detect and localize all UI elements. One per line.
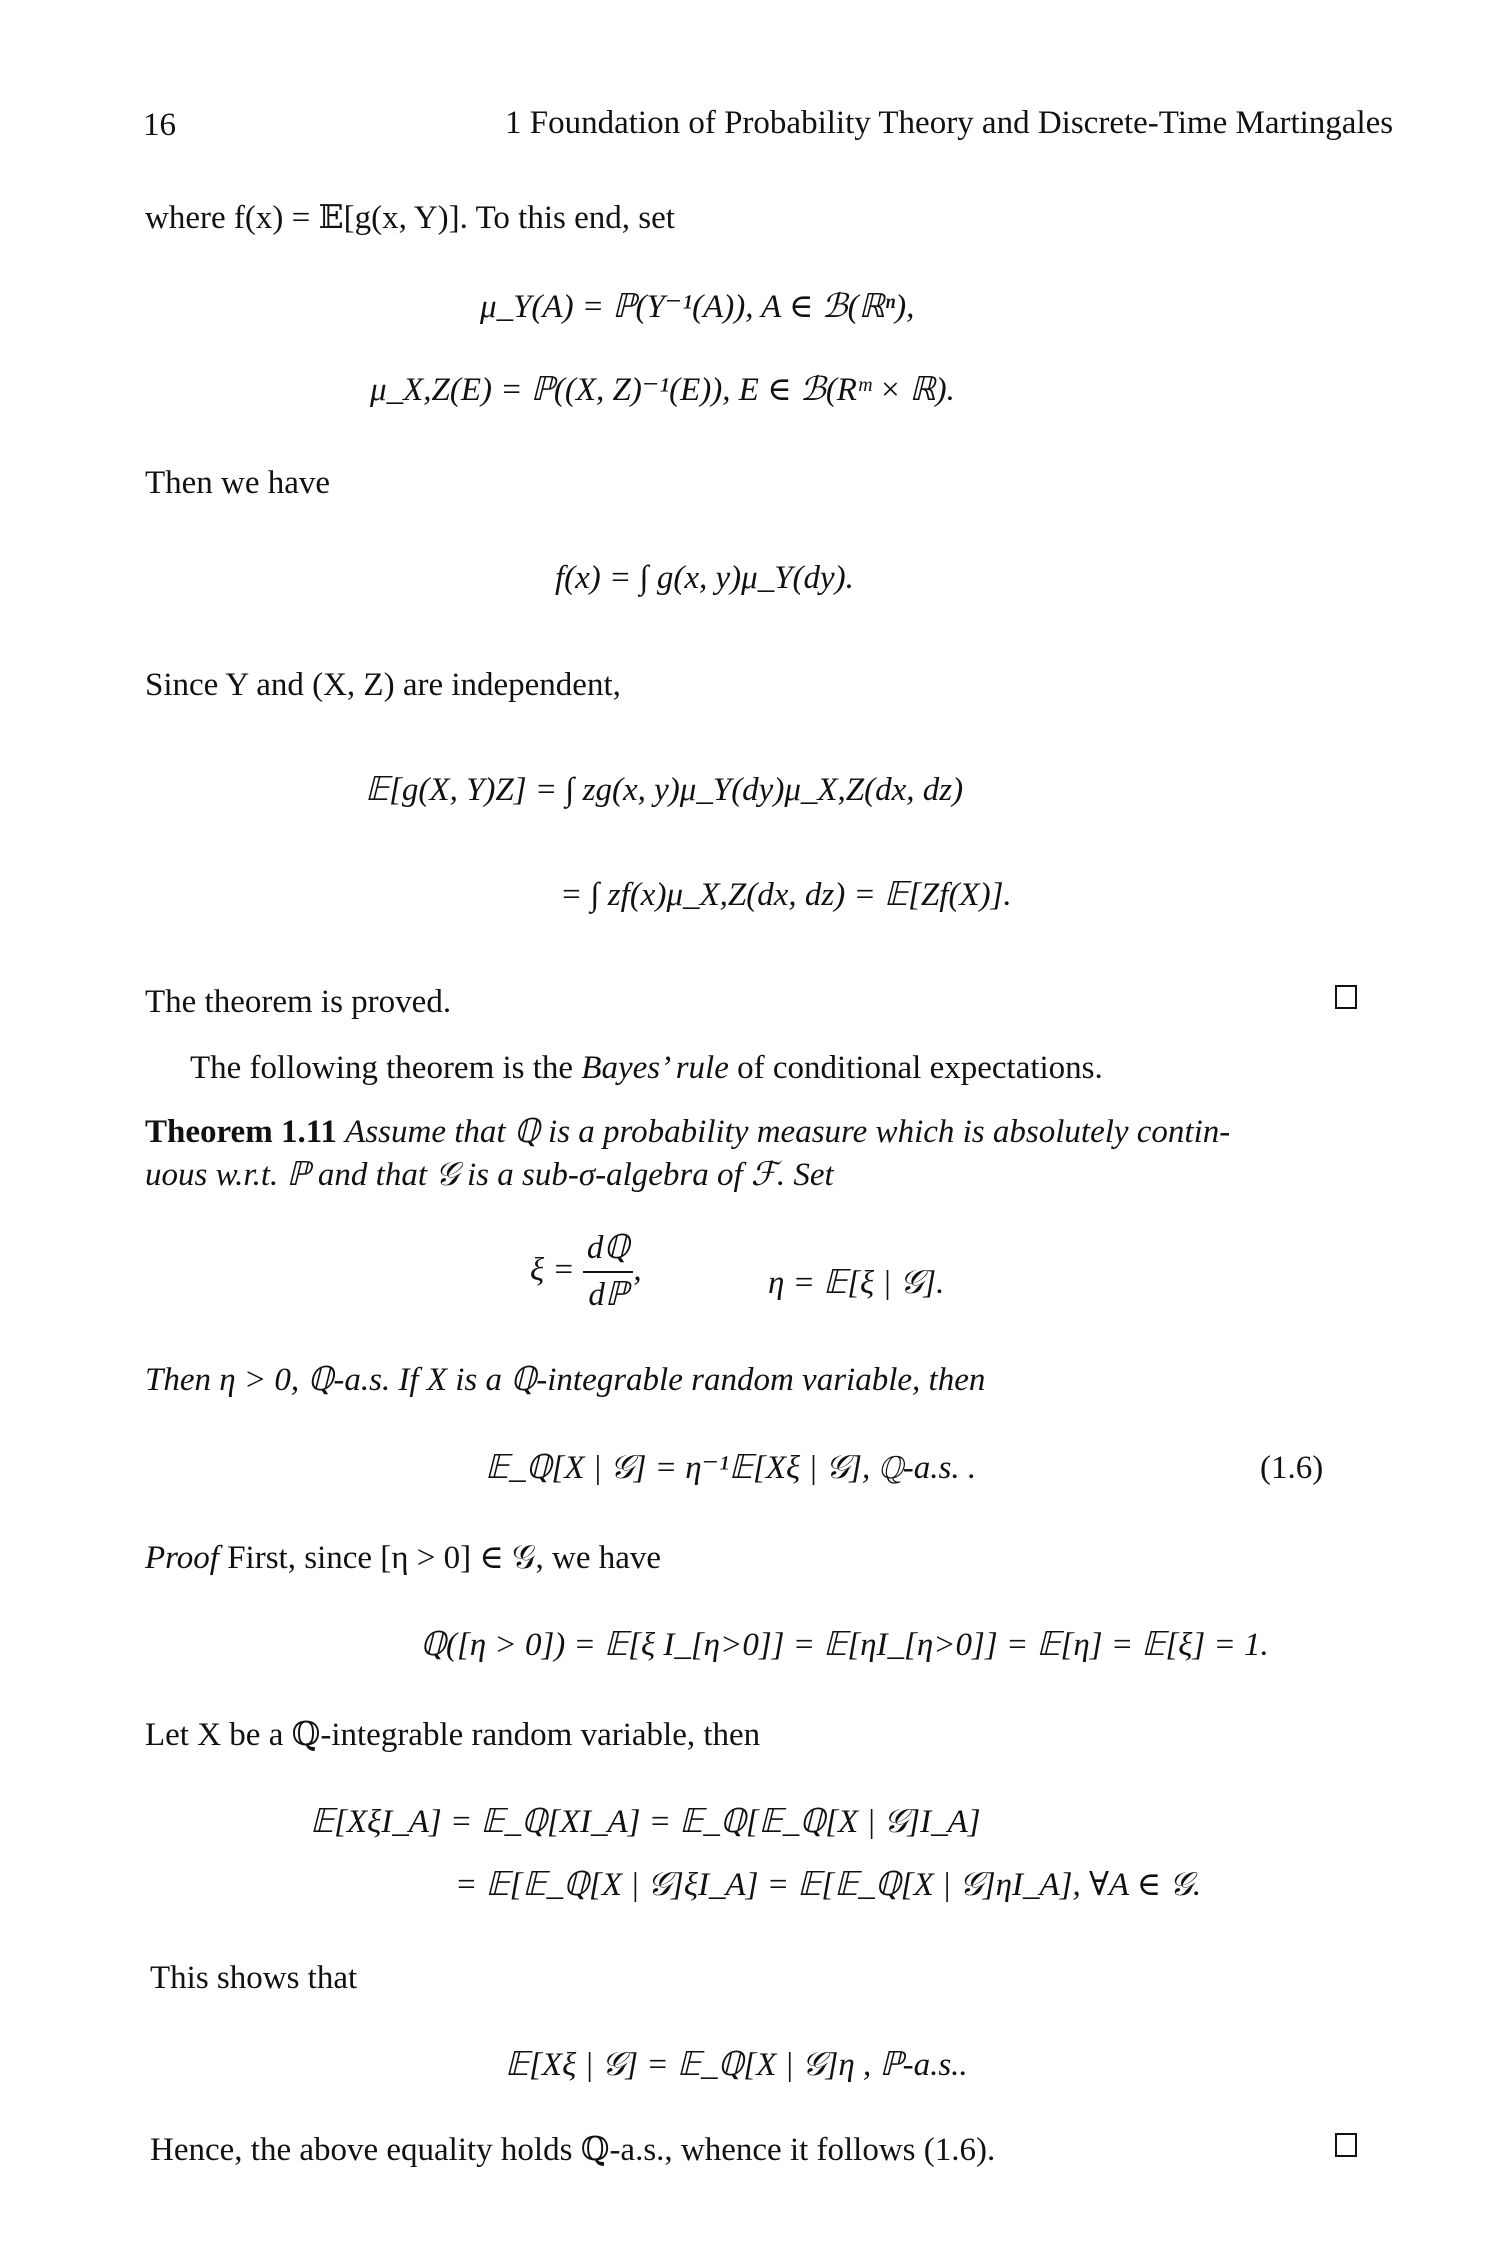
page-number: 16	[143, 107, 176, 143]
text-line	[190, 1048, 1103, 1089]
text-line: where f(x) = 𝔼[g(x, Y)]. To this end, set	[145, 200, 675, 236]
equation-xi	[530, 1228, 642, 1317]
text-line: The theorem is proved.	[145, 984, 452, 1020]
text-line: Then we have	[145, 465, 331, 501]
equation-a1: 𝔼[XξI_A] = 𝔼_ℚ[XI_A] = 𝔼_ℚ[𝔼_ℚ[X | 𝒢]I_A]	[310, 1804, 981, 1840]
text-span: First, since [η > 0] ∈ 𝒢, we have	[218, 1540, 662, 1576]
text-line: Since Y and (X, Z) are independent,	[145, 667, 621, 703]
proof-line	[145, 1538, 661, 1579]
equation-a2: = 𝔼[𝔼_ℚ[X | 𝒢]ξI_A] = 𝔼[𝔼_ℚ[X | 𝒢]ηI_A], ∀A ∈ 𝒢.	[455, 1867, 1202, 1903]
text-line: This shows that	[150, 1960, 358, 1996]
theorem-label: Theorem 1.11	[145, 1114, 337, 1150]
theorem-text: Assume that ℚ is a probability measure which is absolutely contin-	[345, 1114, 1231, 1150]
fraction-numerator: dℚ	[583, 1228, 633, 1273]
equation-f: f(x) = ∫ g(x, y)μ_Y(dy).	[555, 560, 854, 596]
text-span: The following theorem is the	[190, 1050, 582, 1086]
equation-eta: η = 𝔼[ξ | 𝒢].	[768, 1265, 945, 1301]
proof-label: Proof	[145, 1540, 219, 1576]
radon-nikodym-fraction	[583, 1228, 633, 1317]
bayes-rule-term: Bayes’ rule	[581, 1050, 729, 1086]
text-span: of conditional expectations.	[728, 1050, 1103, 1086]
equation-q: ℚ([η > 0]) = 𝔼[ξ I_[η>0]] = 𝔼[ηI_[η>0]] = 𝔼[η] = 𝔼[ξ] = 1.	[420, 1627, 1269, 1663]
text-line: Let X be a ℚ-integrable random variable, then	[145, 1717, 761, 1753]
equation-number: (1.6)	[1260, 1450, 1324, 1486]
equation-mu-y: μ_Y(A) = ℙ(Y⁻¹(A)), A ∈ ℬ(ℝⁿ),	[480, 289, 915, 325]
text-line: Hence, the above equality holds ℚ-a.s., whence it follows (1.6).	[150, 2132, 996, 2168]
running-title: 1 Foundation of Probability Theory and Discrete-Time Martingales	[505, 105, 1394, 141]
xi-comma: ,	[633, 1251, 642, 1288]
equation-expectation-2: = ∫ zf(x)μ_X,Z(dx, dz) = 𝔼[Zf(X)].	[560, 877, 1012, 913]
text-line: Then η > 0, ℚ-a.s. If X is a ℚ-integrable random variable, then	[145, 1362, 986, 1398]
fraction-denominator: dℙ	[588, 1277, 628, 1314]
equation-1-6: 𝔼_ℚ[X | 𝒢] = η⁻¹𝔼[Xξ | 𝒢], ℚ-a.s. .	[485, 1450, 977, 1486]
equation-final: 𝔼[Xξ | 𝒢] = 𝔼_ℚ[X | 𝒢]η , ℙ-a.s..	[505, 2047, 968, 2083]
equation-expectation-1: 𝔼[g(X, Y)Z] = ∫ zg(x, y)μ_Y(dy)μ_X,Z(dx, dz)	[365, 772, 964, 808]
equation-mu-xz: μ_X,Z(E) = ℙ((X, Z)⁻¹(E)), E ∈ ℬ(Rᵐ × ℝ).	[370, 372, 955, 408]
theorem-text: uous w.r.t. ℙ and that 𝒢 is a sub-σ-algebra of ℱ. Set	[145, 1157, 834, 1193]
qed-box	[1335, 2133, 1357, 2157]
xi-left: ξ =	[530, 1251, 575, 1288]
theorem-statement	[145, 1112, 1230, 1153]
qed-box	[1335, 985, 1357, 1009]
